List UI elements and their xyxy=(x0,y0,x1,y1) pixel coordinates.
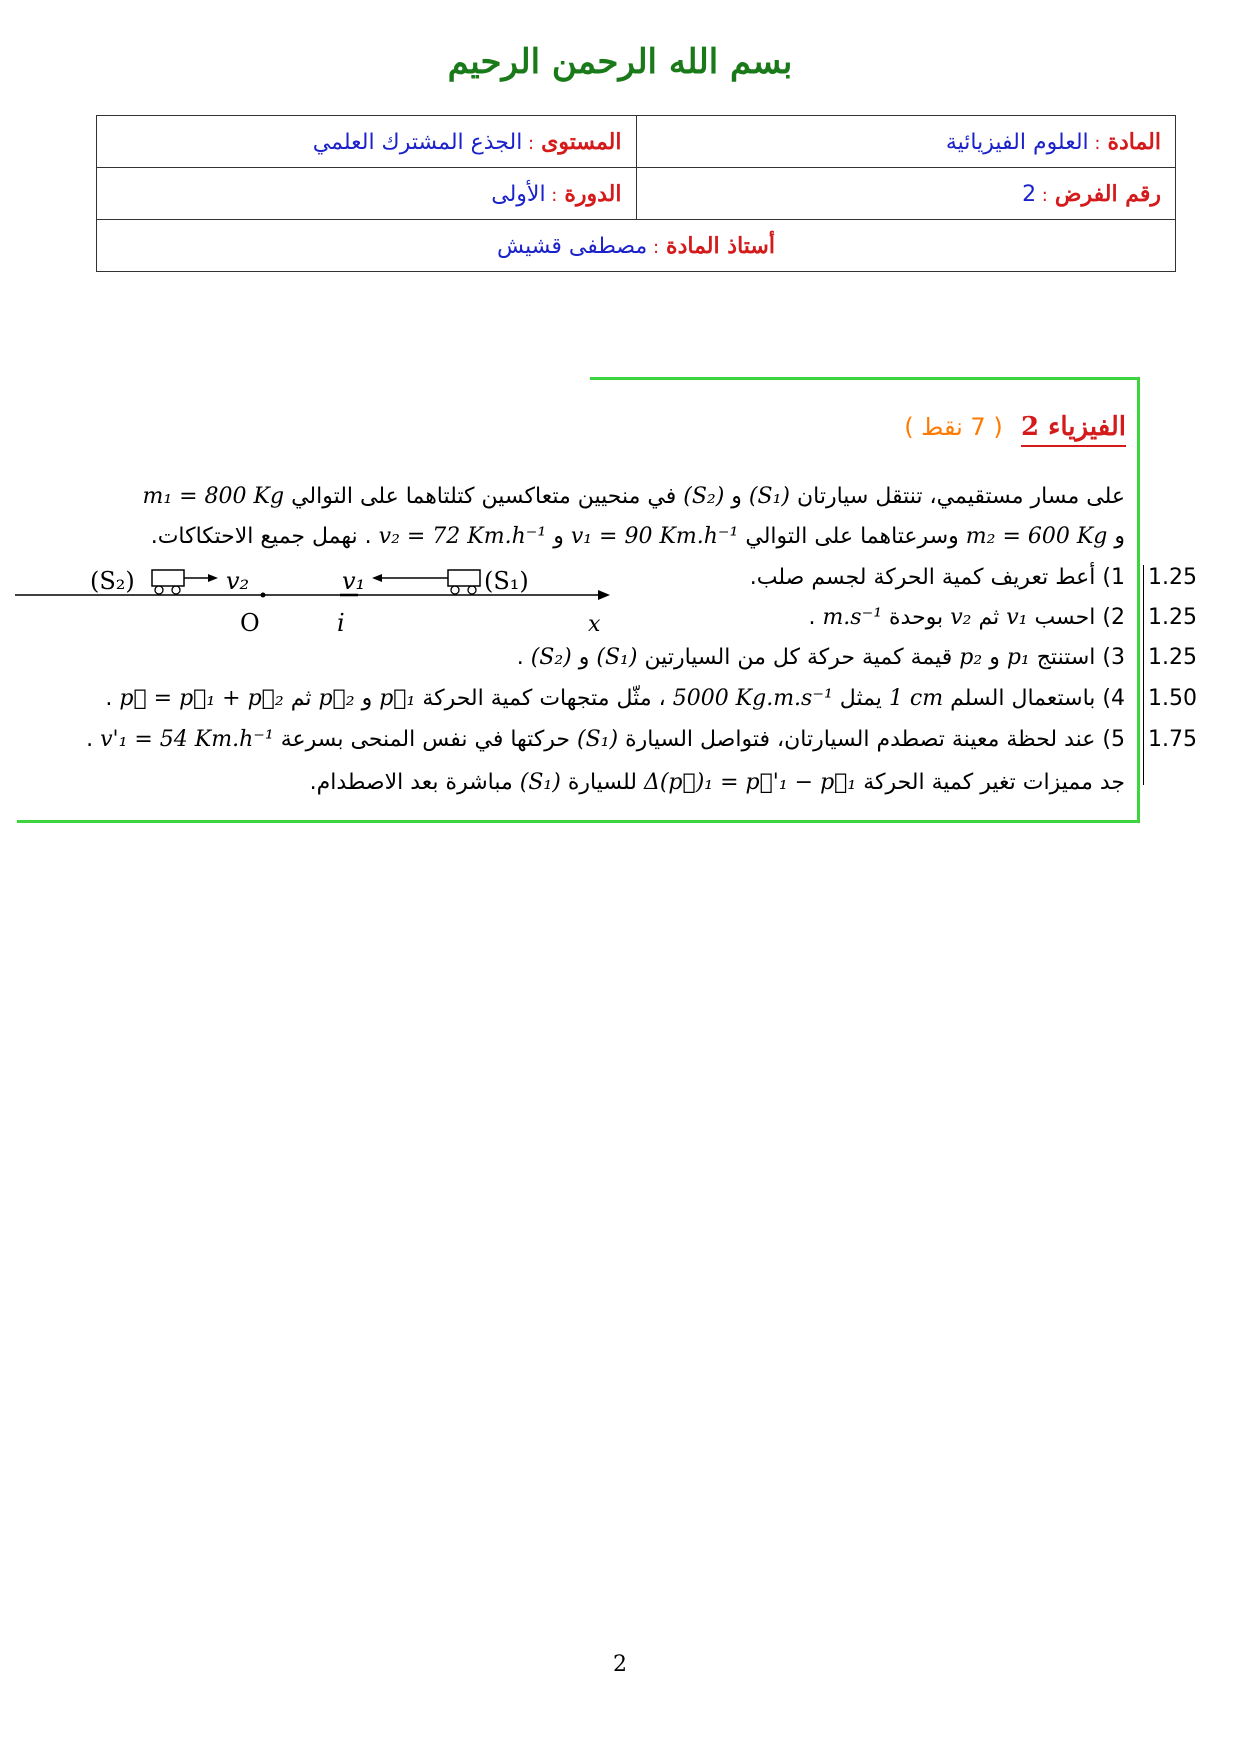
frame-bottom-border xyxy=(17,820,1140,823)
speed-v1: v₁ = 90 Km.h⁻¹ xyxy=(570,524,739,549)
question-text: . xyxy=(105,686,113,711)
page-number: 2 xyxy=(613,1652,627,1677)
level-label: المستوى xyxy=(541,128,622,155)
question-text: عند لحظة معينة تصطدم السيارتان، فتواصل السيارة xyxy=(625,727,1096,752)
car-s1-label: (S₁) xyxy=(577,727,619,752)
question-text: ، مثّل متجهات كمية الحركة xyxy=(422,686,666,711)
mass-m2: m₂ = 600 Kg xyxy=(965,524,1108,549)
math-v1: v₁ xyxy=(1006,605,1028,630)
intro-line-1 xyxy=(142,484,1125,509)
question-number: 5) xyxy=(1102,727,1125,752)
x-axis-arrowhead xyxy=(598,590,610,600)
car-s1-label: (S₁) xyxy=(748,484,790,509)
math-scale-value: 5000 Kg.m.s⁻¹ xyxy=(672,686,833,711)
car-s2-label: (S₂) xyxy=(90,567,135,595)
score-q5: 1.75 xyxy=(1148,727,1197,752)
test-value: 2 xyxy=(1022,181,1037,207)
mass-m1: m₁ = 800 Kg xyxy=(142,484,285,509)
question-text: و xyxy=(989,645,1000,670)
intro-text: على مسار مستقيمي، تنتقل سيارتان xyxy=(796,484,1125,509)
question-text: باستعمال السلم xyxy=(950,686,1096,711)
question-text: . xyxy=(808,605,816,630)
subject-value: العلوم الفيزيائية xyxy=(945,129,1089,155)
math-vec-p1: p⃗₁ xyxy=(379,686,416,711)
origin-point xyxy=(261,593,266,598)
test-cell: رقم الفرض : 2 xyxy=(636,168,1176,220)
intro-text: وسرعتاهما على التوالي xyxy=(745,524,959,549)
car-s1-label: (S₁) xyxy=(596,645,638,670)
question-text: جد مميزات تغير كمية الحركة xyxy=(863,770,1125,795)
question-4 xyxy=(105,686,1125,711)
intro-text: في منحيين متعاكسين كتلتاهما على التوالي xyxy=(291,484,677,509)
session-value: الأولى xyxy=(491,181,546,207)
question-number: 3) xyxy=(1102,645,1125,670)
score-q2: 1.25 xyxy=(1148,605,1197,630)
question-text: للسيارة xyxy=(567,770,637,795)
teacher-value: مصطفى قشيش xyxy=(497,233,648,259)
subject-label: المادة xyxy=(1107,128,1161,155)
intro-line-2 xyxy=(151,524,1125,549)
question-text: حركتها في نفس المنحى بسرعة xyxy=(280,727,571,752)
and-text: و xyxy=(731,484,742,509)
question-5 xyxy=(86,727,1125,752)
frame-right-border xyxy=(1137,377,1140,821)
vector-v2-label: v₂ xyxy=(226,567,250,595)
math-p1: p₁ xyxy=(1006,645,1030,670)
question-text: بوحدة xyxy=(889,605,944,630)
vector-v1-label: v₁ xyxy=(342,567,366,595)
exercise-points: ( 7 نقط ) xyxy=(904,413,1003,441)
question-text: ثم xyxy=(290,686,312,711)
car-s2-label: (S₂) xyxy=(530,645,572,670)
math-scale: 1 cm xyxy=(888,686,944,711)
question-number: 1) xyxy=(1102,565,1125,590)
math-vec-sum: p⃗ = p⃗₁ + p⃗₂ xyxy=(119,686,284,711)
car-s1-body xyxy=(448,570,480,586)
session-cell: الدورة : الأولى xyxy=(97,168,637,220)
and-text: و xyxy=(553,524,564,549)
exercise-title-text: الفيزياء 2 xyxy=(1021,412,1126,447)
question-2 xyxy=(808,605,1125,630)
question-text: قيمة كمية حركة كل من السيارتين xyxy=(644,645,953,670)
speed-v2: v₂ = 72 Km.h⁻¹ xyxy=(378,524,547,549)
question-text: استنتج xyxy=(1036,645,1096,670)
question-number: 2) xyxy=(1102,605,1125,630)
origin-label: O xyxy=(240,609,260,637)
car-s1-label: (S₁) xyxy=(519,770,561,795)
subject-cell: المادة : العلوم الفيزيائية xyxy=(636,116,1176,168)
score-q1: 1.25 xyxy=(1148,565,1197,590)
score-q4: 1.50 xyxy=(1148,686,1197,711)
math-unit: m.s⁻¹ xyxy=(822,605,883,630)
car-s1-label: (S₁) xyxy=(484,567,529,595)
question-3 xyxy=(517,645,1125,670)
question-5-continued xyxy=(310,770,1125,795)
arrow-v2-head xyxy=(208,574,218,582)
question-number: 4) xyxy=(1102,686,1125,711)
exercise-title xyxy=(904,412,1126,442)
question-1 xyxy=(750,565,1125,590)
teacher-label: أستاذ المادة xyxy=(666,232,775,259)
question-text: ثم xyxy=(978,605,1000,630)
axis-x-label: x xyxy=(588,612,601,637)
car-s2-wheel xyxy=(155,586,163,594)
car-s2-label: (S₂) xyxy=(683,484,725,509)
math-p2: p₂ xyxy=(959,645,983,670)
question-text: و xyxy=(361,686,373,711)
math-v2: v₂ xyxy=(950,605,972,630)
and-text: و xyxy=(1114,524,1125,549)
score-q3: 1.25 xyxy=(1148,645,1197,670)
car-s2-wheel xyxy=(172,586,180,594)
math-v1-prime: v'₁ = 54 Km.h⁻¹ xyxy=(100,727,274,752)
car-s2-body xyxy=(152,570,184,586)
motion-diagram xyxy=(0,555,640,640)
and-text: و xyxy=(578,645,590,670)
basmala: بسم الله الرحمن الرحيم xyxy=(447,42,793,82)
session-label: الدورة xyxy=(564,180,622,207)
score-separator xyxy=(1143,565,1144,785)
question-text: يمثل xyxy=(839,686,882,711)
car-s1-wheel xyxy=(468,586,476,594)
question-text: أعط تعريف كمية الحركة لجسم صلب. xyxy=(749,565,1096,590)
frame-top-border xyxy=(590,377,1140,380)
header-table xyxy=(96,115,1176,272)
question-text: احسب xyxy=(1034,605,1096,630)
question-text: مباشرة بعد الاصطدام. xyxy=(309,770,513,795)
intro-text: . نهمل جميع الاحتكاكات. xyxy=(150,524,372,549)
question-text: . xyxy=(86,727,94,752)
test-label: رقم الفرض xyxy=(1054,180,1161,207)
math-vec-p2: p⃗₂ xyxy=(318,686,355,711)
math-delta-p: Δ(p⃗)₁ = p⃗'₁ − p⃗₁ xyxy=(643,770,857,795)
level-cell: المستوى : الجذع المشترك العلمي xyxy=(97,116,637,168)
level-value: الجذع المشترك العلمي xyxy=(312,129,523,155)
unit-vector-label: i xyxy=(337,609,345,637)
car-s1-wheel xyxy=(451,586,459,594)
teacher-cell: أستاذ المادة : مصطفى قشيش xyxy=(97,220,1176,272)
question-text: . xyxy=(516,645,524,670)
